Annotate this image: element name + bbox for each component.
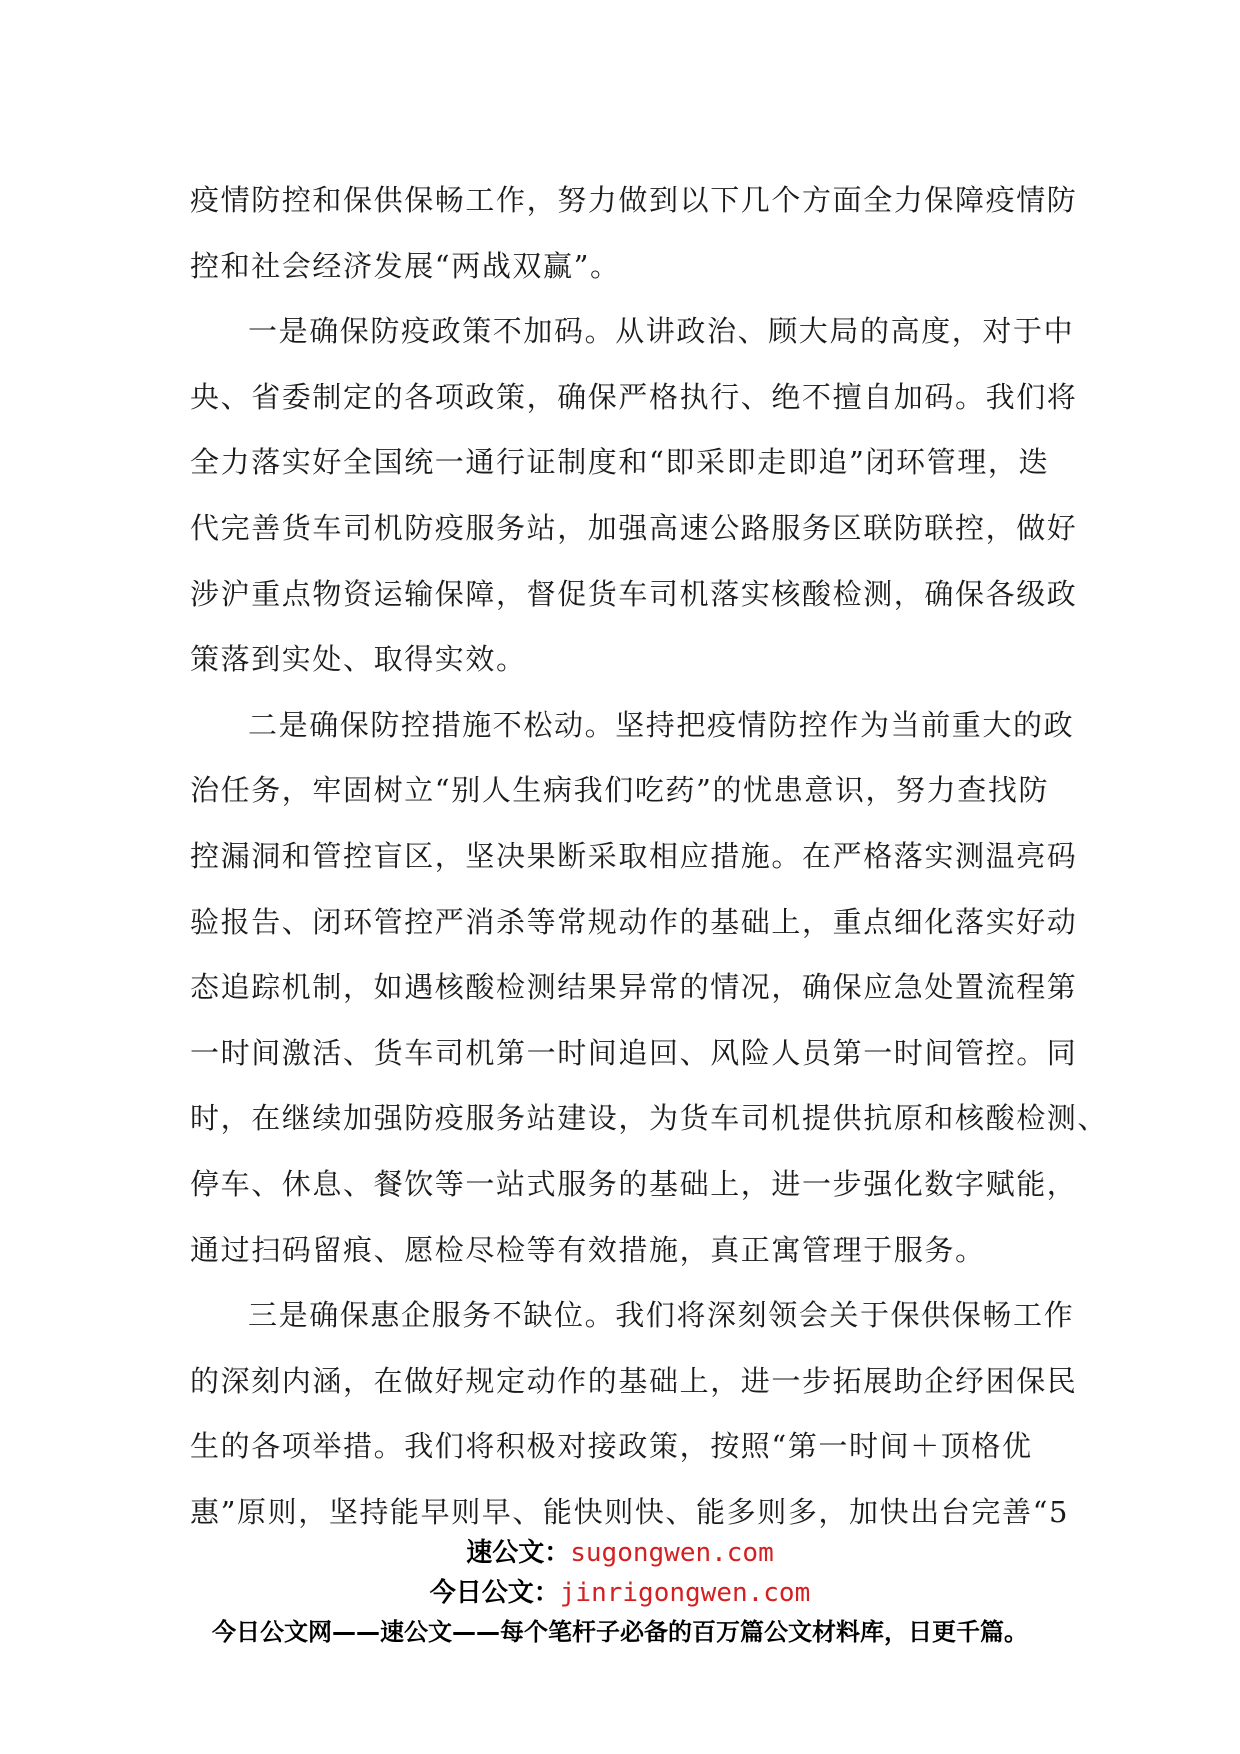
- body-line: 策落到实处、取得实效。: [190, 642, 527, 677]
- footer-link-jinrigongwen[interactable]: jinrigongwen.com: [559, 1578, 811, 1608]
- footer-label: 今日公文：: [429, 1578, 560, 1608]
- body-line: 时，在继续加强防疫服务站建设，为货车司机提供抗原和核酸检测、: [190, 1101, 1109, 1136]
- body-line: 惠”原则，坚持能早则早、能快则快、能多则多，加快出台完善“5: [190, 1494, 1070, 1529]
- paragraph-first-line: 一是确保防疫政策不加码。从讲政治、顾大局的高度，对于中: [248, 314, 1075, 349]
- body-line: 控漏洞和管控盲区，坚决果断采取相应措施。在严格落实测温亮码: [190, 838, 1078, 873]
- body-line: 通过扫码留痕、愿检尽检等有效措施，真正寓管理于服务。: [190, 1232, 986, 1267]
- body-line: 生的各项举措。我们将积极对接政策，按照“第一时间＋顶格优: [190, 1429, 1033, 1464]
- body-line: 央、省委制定的各项政策，确保严格执行、绝不擅自加码。我们将: [190, 379, 1078, 414]
- body-line: 疫情防控和保供保畅工作，努力做到以下几个方面全力保障疫情防: [190, 183, 1078, 217]
- footer-line-sugongwen: [0, 1535, 1240, 1571]
- document-body: [190, 168, 1109, 1545]
- body-line: 治任务，牢固树立“别人生病我们吃药”的忧患意识，努力查找防: [190, 773, 1050, 808]
- footer-link-sugongwen[interactable]: sugongwen.com: [570, 1538, 774, 1568]
- body-line: 全力落实好全国统一通行证制度和“即采即走即追”闭环管理，迭: [190, 445, 1050, 480]
- footer-line-jinrigongwen: [0, 1575, 1240, 1611]
- paragraph-first-line: 三是确保惠企服务不缺位。我们将深刻领会关于保供保畅工作: [248, 1298, 1075, 1333]
- body-line: 代完善货车司机防疫服务站，加强高速公路服务区联防联控，做好: [190, 510, 1078, 545]
- body-line: 态追踪机制，如遇核酸检测结果异常的情况，确保应急处置流程第: [190, 970, 1078, 1005]
- paragraph-first-line: 二是确保防控措施不松动。坚持把疫情防控作为当前重大的政: [248, 707, 1075, 742]
- body-line: 验报告、闭环管控严消杀等常规动作的基础上，重点细化落实好动: [190, 904, 1078, 939]
- body-line: 涉沪重点物资运输保障，督促货车司机落实核酸检测，确保各级政: [190, 576, 1078, 611]
- body-line: 控和社会经济发展“两战双赢”。: [190, 248, 621, 283]
- body-line: 的深刻内涵，在做好规定动作的基础上，进一步拓展助企纾困保民: [190, 1363, 1078, 1398]
- body-line: 停车、休息、餐饮等一站式服务的基础上，进一步强化数字赋能，: [190, 1166, 1078, 1201]
- footer-label: 速公文：: [466, 1538, 571, 1568]
- body-line: 一时间激活、货车司机第一时间追回、风险人员第一时间管控。同: [190, 1035, 1078, 1070]
- footer-slogan: 今日公文网——速公文——每个笔杆子必备的百万篇公文材料库，日更千篇。: [212, 1618, 1028, 1646]
